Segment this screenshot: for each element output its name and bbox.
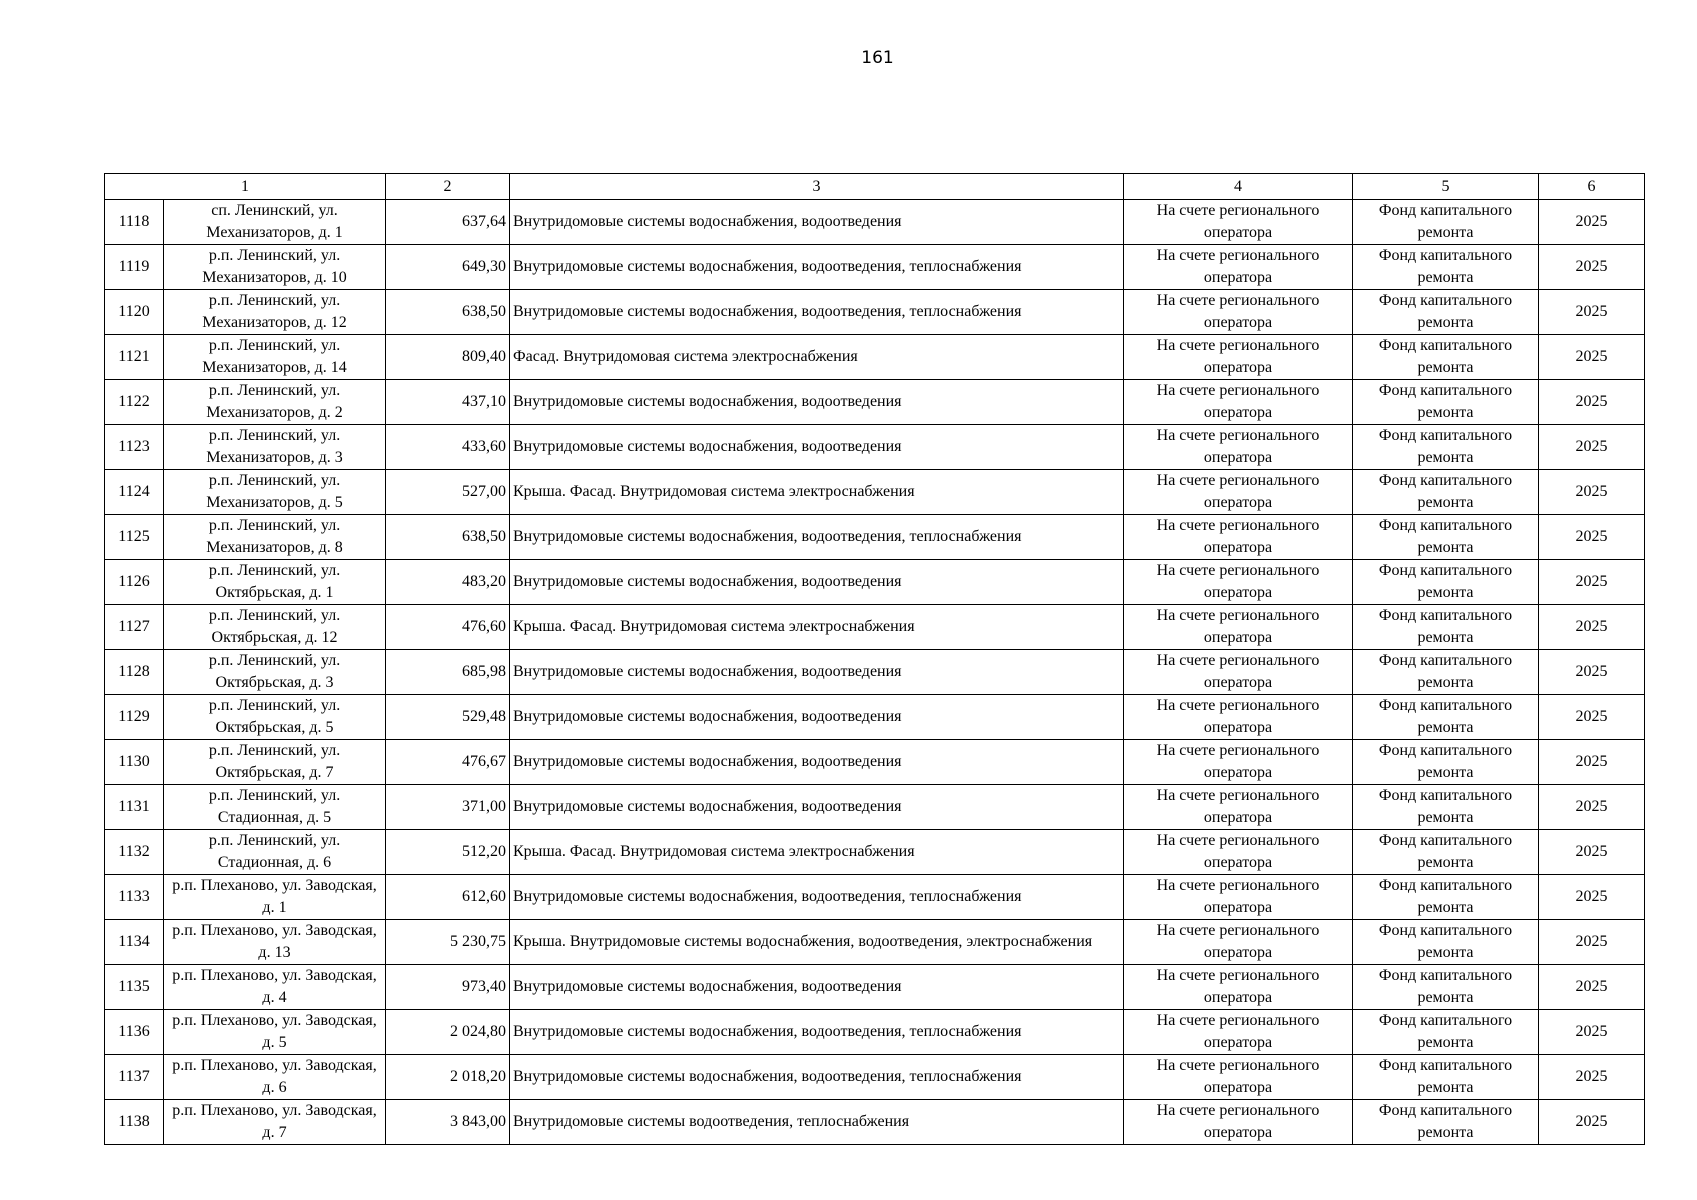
account-cell: На счете регионального оператора [1124,200,1353,245]
funding-source-cell: Фонд капитального ремонта [1353,740,1539,785]
works-cell: Крыша. Фасад. Внутридомовая система электроснабжения [510,470,1124,515]
address-cell: р.п. Ленинский, ул. Механизаторов, д. 3 [164,425,386,470]
account-cell: На счете регионального оператора [1124,695,1353,740]
funding-source-cell: Фонд капитального ремонта [1353,785,1539,830]
year-cell: 2025 [1539,695,1645,740]
capital-repair-table [104,173,1645,1145]
area-cell: 637,64 [386,200,510,245]
column-header-1: 1 [105,174,386,200]
address-cell: р.п. Плеханово, ул. Заводская, д. 1 [164,875,386,920]
year-cell: 2025 [1539,605,1645,650]
year-cell: 2025 [1539,380,1645,425]
year-cell: 2025 [1539,920,1645,965]
account-cell: На счете регионального оператора [1124,740,1353,785]
year-cell: 2025 [1539,965,1645,1010]
table-row [105,1055,1645,1100]
table-row [105,380,1645,425]
row-number-cell: 1118 [105,200,164,245]
row-number-cell: 1123 [105,425,164,470]
address-cell: р.п. Ленинский, ул. Механизаторов, д. 14 [164,335,386,380]
address-cell: р.п. Ленинский, ул. Октябрьская, д. 5 [164,695,386,740]
row-number-cell: 1120 [105,290,164,335]
address-cell: р.п. Ленинский, ул. Механизаторов, д. 5 [164,470,386,515]
funding-source-cell: Фонд капитального ремонта [1353,335,1539,380]
table-row [105,1010,1645,1055]
year-cell: 2025 [1539,290,1645,335]
year-cell: 2025 [1539,560,1645,605]
table-row [105,425,1645,470]
address-cell: сп. Ленинский, ул. Механизаторов, д. 1 [164,200,386,245]
row-number-cell: 1127 [105,605,164,650]
area-cell: 437,10 [386,380,510,425]
funding-source-cell: Фонд капитального ремонта [1353,200,1539,245]
table-row [105,920,1645,965]
works-cell: Внутридомовые системы водоснабжения, водоотведения [510,965,1124,1010]
works-cell: Внутридомовые системы водоснабжения, водоотведения, теплоснабжения [510,1055,1124,1100]
address-cell: р.п. Плеханово, ул. Заводская, д. 6 [164,1055,386,1100]
account-cell: На счете регионального оператора [1124,290,1353,335]
address-cell: р.п. Ленинский, ул. Механизаторов, д. 12 [164,290,386,335]
year-cell: 2025 [1539,830,1645,875]
account-cell: На счете регионального оператора [1124,560,1353,605]
works-cell: Внутридомовые системы водоснабжения, водоотведения, теплоснабжения [510,245,1124,290]
table-row [105,650,1645,695]
row-number-cell: 1130 [105,740,164,785]
table-row [105,470,1645,515]
row-number-cell: 1132 [105,830,164,875]
year-cell: 2025 [1539,245,1645,290]
account-cell: На счете регионального оператора [1124,1100,1353,1145]
year-cell: 2025 [1539,650,1645,695]
row-number-cell: 1125 [105,515,164,560]
works-cell: Фасад. Внутридомовая система электроснабжения [510,335,1124,380]
year-cell: 2025 [1539,1055,1645,1100]
table-row [105,785,1645,830]
address-cell: р.п. Ленинский, ул. Октябрьская, д. 12 [164,605,386,650]
row-number-cell: 1131 [105,785,164,830]
year-cell: 2025 [1539,1010,1645,1055]
account-cell: На счете регионального оператора [1124,245,1353,290]
works-cell: Внутридомовые системы водоснабжения, водоотведения, теплоснабжения [510,875,1124,920]
account-cell: На счете регионального оператора [1124,605,1353,650]
address-cell: р.п. Ленинский, ул. Механизаторов, д. 8 [164,515,386,560]
account-cell: На счете регионального оператора [1124,875,1353,920]
funding-source-cell: Фонд капитального ремонта [1353,1055,1539,1100]
row-number-cell: 1138 [105,1100,164,1145]
address-cell: р.п. Плеханово, ул. Заводская, д. 5 [164,1010,386,1055]
works-cell: Внутридомовые системы водоснабжения, водоотведения, теплоснабжения [510,515,1124,560]
address-cell: р.п. Ленинский, ул. Стадионная, д. 6 [164,830,386,875]
year-cell: 2025 [1539,785,1645,830]
table-row [105,965,1645,1010]
funding-source-cell: Фонд капитального ремонта [1353,650,1539,695]
year-cell: 2025 [1539,335,1645,380]
row-number-cell: 1135 [105,965,164,1010]
funding-source-cell: Фонд капитального ремонта [1353,875,1539,920]
area-cell: 512,20 [386,830,510,875]
funding-source-cell: Фонд капитального ремонта [1353,560,1539,605]
area-cell: 649,30 [386,245,510,290]
works-cell: Крыша. Фасад. Внутридомовая система электроснабжения [510,605,1124,650]
table-body [105,200,1645,1145]
area-cell: 638,50 [386,515,510,560]
table-row [105,605,1645,650]
area-cell: 685,98 [386,650,510,695]
works-cell: Внутридомовые системы водоснабжения, водоотведения [510,695,1124,740]
row-number-cell: 1121 [105,335,164,380]
table-row [105,1100,1645,1145]
row-number-cell: 1124 [105,470,164,515]
table-row [105,695,1645,740]
account-cell: На счете регионального оператора [1124,470,1353,515]
table-row [105,875,1645,920]
row-number-cell: 1133 [105,875,164,920]
account-cell: На счете регионального оператора [1124,515,1353,560]
area-cell: 371,00 [386,785,510,830]
address-cell: р.п. Ленинский, ул. Октябрьская, д. 7 [164,740,386,785]
table-row [105,830,1645,875]
works-cell: Крыша. Фасад. Внутридомовая система электроснабжения [510,830,1124,875]
year-cell: 2025 [1539,425,1645,470]
address-cell: р.п. Ленинский, ул. Стадионная, д. 5 [164,785,386,830]
funding-source-cell: Фонд капитального ремонта [1353,830,1539,875]
table-row [105,290,1645,335]
funding-source-cell: Фонд капитального ремонта [1353,515,1539,560]
table-row [105,740,1645,785]
address-cell: р.п. Ленинский, ул. Октябрьская, д. 3 [164,650,386,695]
page-number: 161 [861,48,894,68]
account-cell: На счете регионального оператора [1124,425,1353,470]
year-cell: 2025 [1539,200,1645,245]
area-cell: 638,50 [386,290,510,335]
area-cell: 612,60 [386,875,510,920]
works-cell: Внутридомовые системы водоотведения, теплоснабжения [510,1100,1124,1145]
row-number-cell: 1134 [105,920,164,965]
funding-source-cell: Фонд капитального ремонта [1353,965,1539,1010]
works-cell: Внутридомовые системы водоснабжения, водоотведения [510,380,1124,425]
funding-source-cell: Фонд капитального ремонта [1353,1010,1539,1055]
account-cell: На счете регионального оператора [1124,830,1353,875]
table-row [105,560,1645,605]
area-cell: 527,00 [386,470,510,515]
row-number-cell: 1129 [105,695,164,740]
works-cell: Внутридомовые системы водоснабжения, водоотведения [510,425,1124,470]
account-cell: На счете регионального оператора [1124,650,1353,695]
row-number-cell: 1119 [105,245,164,290]
works-cell: Внутридомовые системы водоснабжения, водоотведения, теплоснабжения [510,290,1124,335]
funding-source-cell: Фонд капитального ремонта [1353,695,1539,740]
year-cell: 2025 [1539,515,1645,560]
address-cell: р.п. Плеханово, ул. Заводская, д. 13 [164,920,386,965]
area-cell: 2 024,80 [386,1010,510,1055]
works-cell: Внутридомовые системы водоснабжения, водоотведения [510,560,1124,605]
funding-source-cell: Фонд капитального ремонта [1353,245,1539,290]
column-header-2: 2 [386,174,510,200]
account-cell: На счете регионального оператора [1124,335,1353,380]
row-number-cell: 1136 [105,1010,164,1055]
account-cell: На счете регионального оператора [1124,965,1353,1010]
column-header-3: 3 [510,174,1124,200]
funding-source-cell: Фонд капитального ремонта [1353,425,1539,470]
table-row [105,245,1645,290]
table-row [105,335,1645,380]
year-cell: 2025 [1539,875,1645,920]
column-header-6: 6 [1539,174,1645,200]
address-cell: р.п. Плеханово, ул. Заводская, д. 4 [164,965,386,1010]
year-cell: 2025 [1539,470,1645,515]
funding-source-cell: Фонд капитального ремонта [1353,380,1539,425]
address-cell: р.п. Ленинский, ул. Механизаторов, д. 10 [164,245,386,290]
account-cell: На счете регионального оператора [1124,785,1353,830]
account-cell: На счете регионального оператора [1124,1010,1353,1055]
table-row [105,515,1645,560]
funding-source-cell: Фонд капитального ремонта [1353,470,1539,515]
works-cell: Внутридомовые системы водоснабжения, водоотведения [510,740,1124,785]
address-cell: р.п. Ленинский, ул. Октябрьская, д. 1 [164,560,386,605]
column-header-5: 5 [1353,174,1539,200]
area-cell: 5 230,75 [386,920,510,965]
area-cell: 483,20 [386,560,510,605]
address-cell: р.п. Ленинский, ул. Механизаторов, д. 2 [164,380,386,425]
row-number-cell: 1137 [105,1055,164,1100]
year-cell: 2025 [1539,1100,1645,1145]
works-cell: Внутридомовые системы водоснабжения, водоотведения [510,650,1124,695]
funding-source-cell: Фонд капитального ремонта [1353,920,1539,965]
account-cell: На счете регионального оператора [1124,920,1353,965]
area-cell: 476,67 [386,740,510,785]
funding-source-cell: Фонд капитального ремонта [1353,605,1539,650]
works-cell: Внутридомовые системы водоснабжения, водоотведения, теплоснабжения [510,1010,1124,1055]
works-cell: Крыша. Внутридомовые системы водоснабжения, водоотведения, электроснабжения [510,920,1124,965]
funding-source-cell: Фонд капитального ремонта [1353,290,1539,335]
area-cell: 476,60 [386,605,510,650]
column-header-4: 4 [1124,174,1353,200]
area-cell: 3 843,00 [386,1100,510,1145]
table-header-row [105,174,1645,200]
area-cell: 433,60 [386,425,510,470]
funding-source-cell: Фонд капитального ремонта [1353,1100,1539,1145]
area-cell: 809,40 [386,335,510,380]
area-cell: 973,40 [386,965,510,1010]
account-cell: На счете регионального оператора [1124,1055,1353,1100]
row-number-cell: 1128 [105,650,164,695]
works-cell: Внутридомовые системы водоснабжения, водоотведения [510,785,1124,830]
row-number-cell: 1126 [105,560,164,605]
works-cell: Внутридомовые системы водоснабжения, водоотведения [510,200,1124,245]
year-cell: 2025 [1539,740,1645,785]
account-cell: На счете регионального оператора [1124,380,1353,425]
row-number-cell: 1122 [105,380,164,425]
area-cell: 529,48 [386,695,510,740]
table-row [105,200,1645,245]
address-cell: р.п. Плеханово, ул. Заводская, д. 7 [164,1100,386,1145]
area-cell: 2 018,20 [386,1055,510,1100]
